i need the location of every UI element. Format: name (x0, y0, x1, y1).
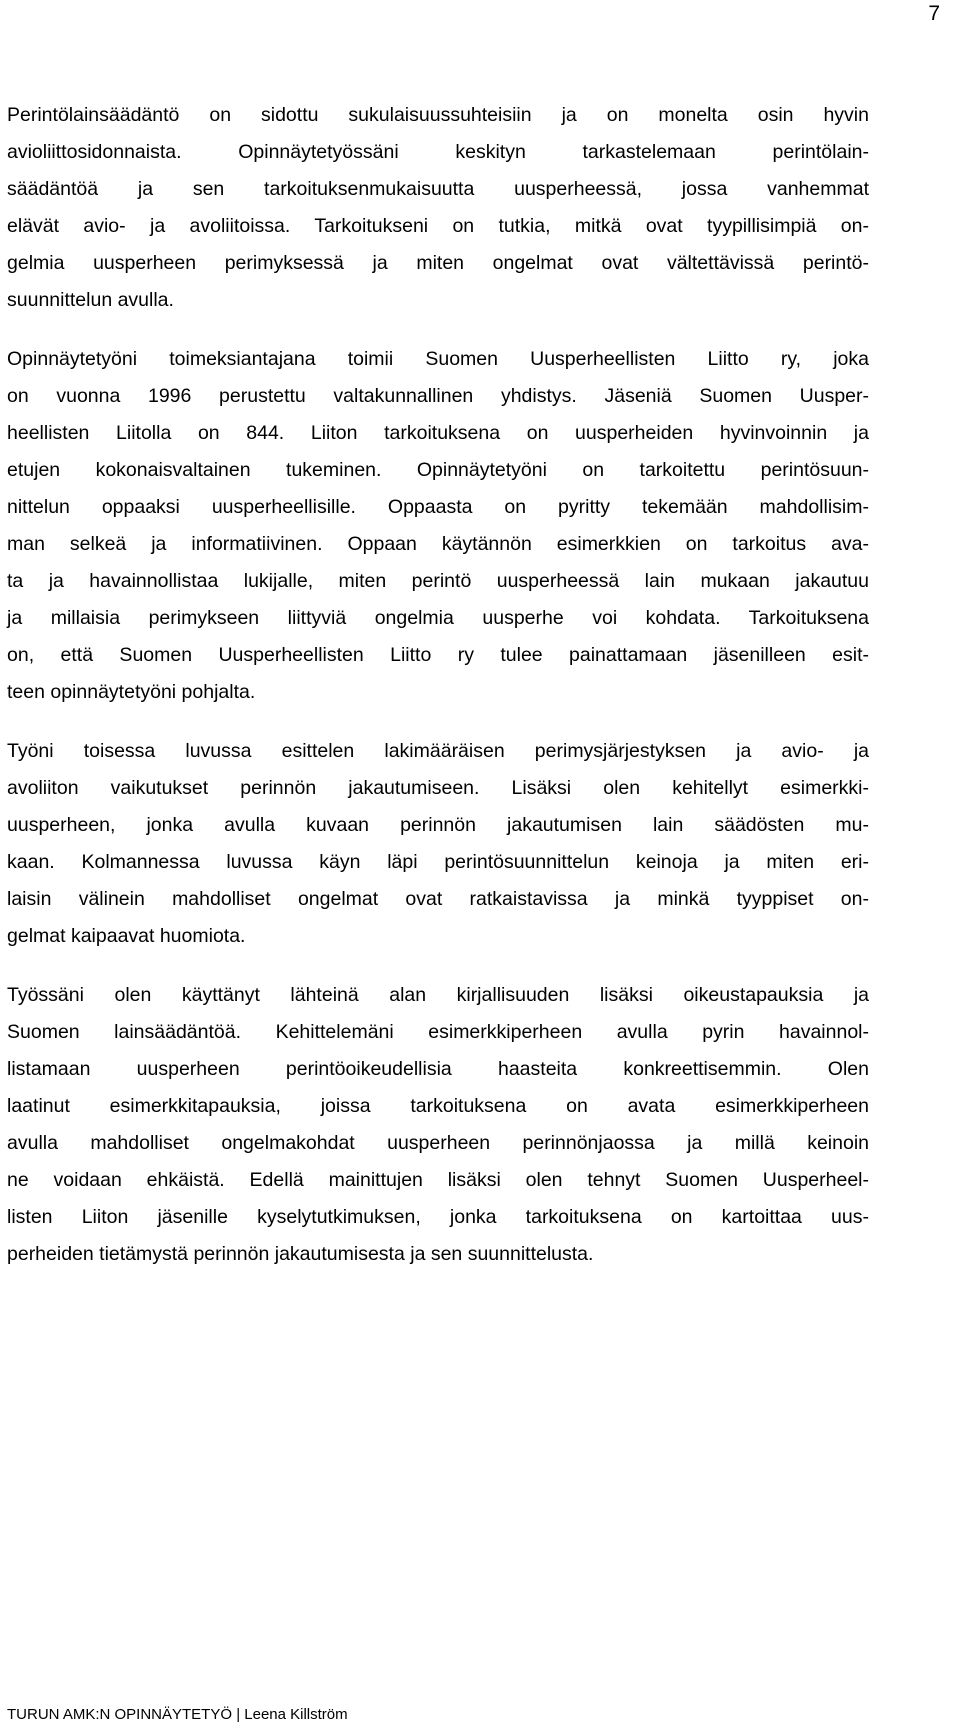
text-line: etujen kokonaisvaltainen tukeminen. Opinnäytetyöni on tarkoitettu perintösuun- (7, 459, 869, 481)
text-line: kaan. Kolmannessa luvussa käyn läpi perintösuunnittelun keinoja ja miten eri- (7, 851, 869, 873)
body-text (7, 97, 869, 1295)
paragraph (7, 977, 869, 1273)
paragraph (7, 733, 869, 955)
page-number: 7 (928, 2, 940, 25)
text-line: perheiden tietämystä perinnön jakautumisesta ja sen suunnittelusta. (7, 1243, 594, 1265)
text-line: heellisten Liitolla on 844. Liiton tarkoituksena on uusperheiden hyvinvoinnin ja (7, 422, 869, 444)
text-line: laisin välinein mahdolliset ongelmat ovat ratkaistavissa ja minkä tyyppiset on- (7, 888, 869, 910)
text-line: ta ja havainnollistaa lukijalle, miten perintö uusperheessä lain mukaan jakautuu (7, 570, 869, 592)
page-footer: TURUN AMK:N OPINNÄYTETYÖ | Leena Killström (7, 1706, 348, 1723)
text-line: uusperheen, jonka avulla kuvaan perinnön jakautumisen lain säädösten mu- (7, 814, 869, 836)
text-line: säädäntöä ja sen tarkoituksenmukaisuutta uusperheessä, jossa vanhemmat (7, 178, 869, 200)
text-line: suunnittelun avulla. (7, 289, 174, 311)
paragraph (7, 341, 869, 711)
text-line: elävät avio- ja avoliitoissa. Tarkoitukseni on tutkia, mitkä ovat tyypillisimpiä on- (7, 215, 869, 237)
text-line: listamaan uusperheen perintöoikeudellisia haasteita konkreettisemmin. Olen (7, 1058, 869, 1080)
text-line: on, että Suomen Uusperheellisten Liitto ry tulee painattamaan jäsenilleen esit- (7, 644, 869, 666)
text-line: Suomen lainsäädäntöä. Kehittelemäni esimerkkiperheen avulla pyrin havainnol- (7, 1021, 869, 1043)
text-line: Perintölainsäädäntö on sidottu sukulaisuussuhteisiin ja on monelta osin hyvin (7, 104, 869, 126)
text-line: ne voidaan ehkäistä. Edellä mainittujen lisäksi olen tehnyt Suomen Uusperheel- (7, 1169, 869, 1191)
text-line: avioliittosidonnaista. Opinnäytetyössäni keskityn tarkastelemaan perintölain- (7, 141, 869, 163)
text-line: man selkeä ja informatiivinen. Oppaan käytännön esimerkkien on tarkoitus ava- (7, 533, 869, 555)
text-line: gelmat kaipaavat huomiota. (7, 925, 246, 947)
text-line: nittelun oppaaksi uusperheellisille. Oppaasta on pyritty tekemään mahdollisim- (7, 496, 869, 518)
text-line: listen Liiton jäsenille kyselytutkimuksen, jonka tarkoituksena on kartoittaa uus- (7, 1206, 869, 1228)
text-line: gelmia uusperheen perimyksessä ja miten ongelmat ovat vältettävissä perintö- (7, 252, 869, 274)
text-line: teen opinnäytetyöni pohjalta. (7, 681, 256, 703)
paragraph (7, 97, 869, 319)
text-line: ja millaisia perimykseen liittyviä ongelmia uusperhe voi kohdata. Tarkoituksena (7, 607, 869, 629)
text-line: avoliiton vaikutukset perinnön jakautumiseen. Lisäksi olen kehitellyt esimerkki- (7, 777, 869, 799)
text-line: laatinut esimerkkitapauksia, joissa tarkoituksena on avata esimerkkiperheen (7, 1095, 869, 1117)
text-line: Opinnäytetyöni toimeksiantajana toimii Suomen Uusperheellisten Liitto ry, joka (7, 348, 869, 370)
text-line: avulla mahdolliset ongelmakohdat uusperheen perinnönjaossa ja millä keinoin (7, 1132, 869, 1154)
text-line: Työssäni olen käyttänyt lähteinä alan kirjallisuuden lisäksi oikeustapauksia ja (7, 984, 869, 1006)
text-line: Työni toisessa luvussa esittelen lakimääräisen perimysjärjestyksen ja avio- ja (7, 740, 869, 762)
text-line: on vuonna 1996 perustettu valtakunnallinen yhdistys. Jäseniä Suomen Uusper- (7, 385, 869, 407)
